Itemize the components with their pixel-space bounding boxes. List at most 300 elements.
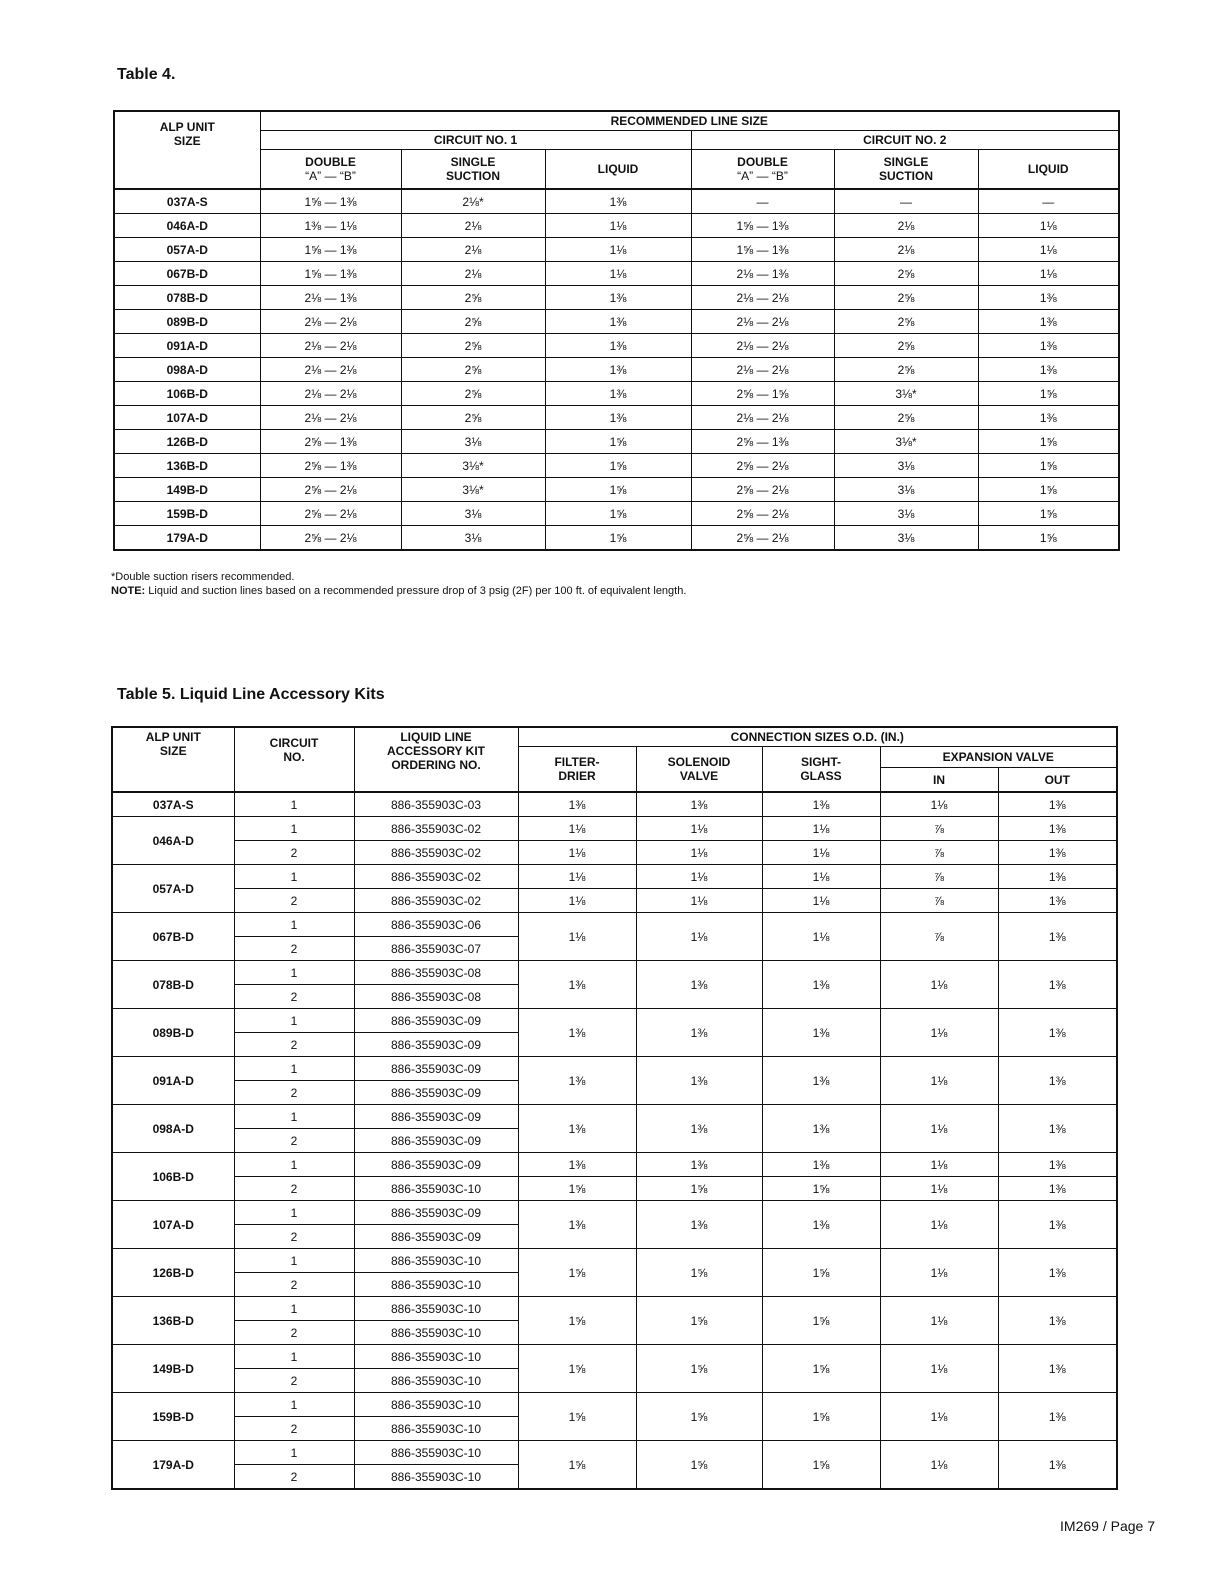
c1-liquid-cell: 1⅛	[545, 238, 691, 262]
filter-drier-header	[518, 747, 636, 793]
table-row	[112, 1393, 1117, 1417]
sight-glass-text: SIGHT- GLASS	[800, 755, 842, 783]
c1-liquid-cell: 1⅛	[545, 214, 691, 238]
exp-out-cell: 1⅜	[998, 913, 1117, 961]
exp-in-cell: 1⅛	[880, 1153, 998, 1177]
circuit-cell: 2	[234, 1177, 354, 1201]
unit-size-cell: 057A-D	[114, 238, 260, 262]
c1-single-suction-cell: 2⅝	[401, 310, 545, 334]
table-row	[112, 889, 1117, 913]
filter-drier-cell: 1⅜	[518, 1009, 636, 1057]
c2-single-suction-cell: —	[834, 189, 978, 214]
exp-out-cell: 1⅜	[998, 1393, 1117, 1441]
exp-in-cell: 1⅛	[880, 1393, 998, 1441]
c2-double-cell: 2⅝ — 1⅝	[691, 382, 834, 406]
c1-single-suction-cell: 2⅝	[401, 358, 545, 382]
c1-double-cell: 2⅛ — 2⅛	[260, 334, 401, 358]
circuit-cell: 2	[234, 1129, 354, 1153]
c1-double-cell: 2⅛ — 1⅜	[260, 286, 401, 310]
c2-liquid-cell: 1⅝	[978, 502, 1119, 526]
unit-size-cell: 149B-D	[112, 1345, 234, 1393]
table-row	[112, 1441, 1117, 1465]
c2-liquid-cell: 1⅜	[978, 334, 1119, 358]
kit-number-cell: 886-355903C-09	[354, 1057, 518, 1081]
solenoid-valve-cell: 1⅜	[636, 1201, 762, 1249]
unit-size-cell: 091A-D	[112, 1057, 234, 1105]
filter-drier-cell: 1⅛	[518, 865, 636, 889]
table-row	[112, 1177, 1117, 1201]
c1-double-cell: 2⅝ — 2⅛	[260, 526, 401, 551]
table-row	[114, 310, 1119, 334]
solenoid-valve-cell: 1⅝	[636, 1249, 762, 1297]
exp-out-cell: 1⅜	[998, 889, 1117, 913]
exp-out-cell: 1⅜	[998, 961, 1117, 1009]
unit-size-cell: 136B-D	[112, 1297, 234, 1345]
table-row	[112, 841, 1117, 865]
table-row	[112, 817, 1117, 841]
c1-liquid-cell: 1⅛	[545, 262, 691, 286]
c1-liquid-cell: 1⅜	[545, 286, 691, 310]
solenoid-valve-header	[636, 747, 762, 793]
c1-liquid-cell: 1⅝	[545, 478, 691, 502]
circuit-cell: 2	[234, 889, 354, 913]
c1-single-suction-cell: 3⅛*	[401, 454, 545, 478]
exp-in-cell: 1⅛	[880, 1057, 998, 1105]
c2-double-cell: 2⅛ — 2⅛	[691, 286, 834, 310]
kit-number-cell: 886-355903C-09	[354, 1153, 518, 1177]
exp-out-cell: 1⅜	[998, 841, 1117, 865]
footnote-double-suction: *Double suction risers recommended.	[111, 571, 295, 583]
c1-double-cell: 2⅝ — 1⅜	[260, 430, 401, 454]
circuit-cell: 1	[234, 1249, 354, 1273]
circuit-cell: 1	[234, 1153, 354, 1177]
sight-glass-cell: 1⅛	[762, 865, 880, 889]
c2-single-suction-cell: 3⅛	[834, 526, 978, 551]
c1-double-cell: 2⅝ — 2⅛	[260, 502, 401, 526]
kit-number-cell: 886-355903C-10	[354, 1249, 518, 1273]
table-row	[114, 358, 1119, 382]
solenoid-valve-cell: 1⅝	[636, 1441, 762, 1490]
c2-double-cell: 1⅝ — 1⅜	[691, 214, 834, 238]
kit-number-cell: 886-355903C-09	[354, 1201, 518, 1225]
c2-single-suction-cell: 3⅛*	[834, 430, 978, 454]
filter-drier-cell: 1⅜	[518, 1057, 636, 1105]
sight-glass-cell: 1⅜	[762, 1153, 880, 1177]
exp-in-cell: 1⅛	[880, 1201, 998, 1249]
kit-number-cell: 886-355903C-10	[354, 1441, 518, 1465]
c2-liquid-cell: 1⅜	[978, 406, 1119, 430]
c1-liquid-cell: 1⅜	[545, 382, 691, 406]
table-row	[114, 238, 1119, 262]
c2-single-suction-cell: 2⅝	[834, 310, 978, 334]
table-row	[112, 1345, 1117, 1369]
sight-glass-cell: 1⅜	[762, 1057, 880, 1105]
exp-in-cell: 1⅛	[880, 1009, 998, 1057]
c2-liquid-cell: —	[978, 189, 1119, 214]
unit-size-cell: 037A-S	[112, 792, 234, 817]
solenoid-valve-cell: 1⅛	[636, 889, 762, 913]
circuit-no-text: CIRCUIT NO.	[269, 736, 319, 764]
circuit1-header: CIRCUIT NO. 1	[260, 131, 691, 150]
suction-label: SUCTION	[879, 169, 933, 183]
sight-glass-cell: 1⅝	[762, 1441, 880, 1490]
circuit-cell: 2	[234, 937, 354, 961]
c2-single-suction-cell: 2⅝	[834, 262, 978, 286]
solenoid-valve-cell: 1⅝	[636, 1297, 762, 1345]
sight-glass-cell: 1⅜	[762, 961, 880, 1009]
exp-out-cell: 1⅜	[998, 1297, 1117, 1345]
kit-number-cell: 886-355903C-08	[354, 985, 518, 1009]
table-row	[114, 189, 1119, 214]
c2-double-header	[691, 150, 834, 190]
c2-liquid-cell: 1⅛	[978, 238, 1119, 262]
filter-drier-cell: 1⅝	[518, 1297, 636, 1345]
circuit-cell: 1	[234, 1345, 354, 1369]
c1-single-suction-cell: 2⅝	[401, 406, 545, 430]
c1-liquid-cell: 1⅜	[545, 189, 691, 214]
table4-notes	[111, 570, 686, 598]
kit-number-cell: 886-355903C-09	[354, 1081, 518, 1105]
c1-single-suction-cell: 2⅛*	[401, 189, 545, 214]
table-row	[112, 1009, 1117, 1033]
ab-label: “A” — “B”	[737, 169, 788, 183]
c2-liquid-cell: 1⅜	[978, 358, 1119, 382]
exp-in-cell: ⅞	[880, 889, 998, 913]
sight-glass-cell: 1⅝	[762, 1249, 880, 1297]
circuit-cell: 2	[234, 1417, 354, 1441]
sight-glass-cell: 1⅛	[762, 889, 880, 913]
table-row	[114, 334, 1119, 358]
page-footer: IM269 / Page 7	[1060, 1518, 1155, 1534]
connection-sizes-header: CONNECTION SIZES O.D. (IN.)	[518, 727, 1117, 747]
solenoid-valve-cell: 1⅝	[636, 1393, 762, 1441]
sight-glass-cell: 1⅜	[762, 1105, 880, 1153]
filter-drier-cell: 1⅛	[518, 817, 636, 841]
kit-number-cell: 886-355903C-09	[354, 1033, 518, 1057]
t5-unit-size-text: ALP UNIT SIZE	[145, 730, 201, 758]
solenoid-valve-cell: 1⅝	[636, 1345, 762, 1393]
exp-in-cell: 1⅛	[880, 1177, 998, 1201]
c2-liquid-cell: 1⅜	[978, 286, 1119, 310]
sight-glass-cell: 1⅛	[762, 913, 880, 961]
solenoid-valve-cell: 1⅝	[636, 1177, 762, 1201]
circuit-cell: 1	[234, 1105, 354, 1129]
c2-single-suction-cell: 2⅛	[834, 214, 978, 238]
c1-single-suction-cell: 2⅝	[401, 334, 545, 358]
filter-drier-cell: 1⅜	[518, 961, 636, 1009]
exp-in-cell: 1⅛	[880, 1105, 998, 1153]
circuit2-header: CIRCUIT NO. 2	[691, 131, 1119, 150]
c2-liquid-cell: 1⅝	[978, 526, 1119, 551]
circuit-cell: 1	[234, 961, 354, 985]
c1-liquid-cell: 1⅜	[545, 310, 691, 334]
exp-out-header: OUT	[998, 768, 1117, 793]
exp-out-cell: 1⅜	[998, 1201, 1117, 1249]
unit-size-cell: 126B-D	[114, 430, 260, 454]
c1-double-cell: 1⅝ — 1⅜	[260, 262, 401, 286]
unit-size-cell: 149B-D	[114, 478, 260, 502]
unit-size-cell: 078B-D	[112, 961, 234, 1009]
circuit-cell: 2	[234, 1225, 354, 1249]
c1-double-cell: 2⅝ — 2⅛	[260, 478, 401, 502]
suction-label: SUCTION	[446, 169, 500, 183]
circuit-cell: 2	[234, 1273, 354, 1297]
c1-liquid-cell: 1⅜	[545, 406, 691, 430]
c2-liquid-cell: 1⅜	[978, 310, 1119, 334]
c1-double-header	[260, 150, 401, 190]
c2-double-cell: 2⅛ — 2⅛	[691, 358, 834, 382]
sight-glass-cell: 1⅝	[762, 1177, 880, 1201]
exp-in-cell: 1⅛	[880, 1249, 998, 1297]
table-row	[112, 1297, 1117, 1321]
kit-number-cell: 886-355903C-09	[354, 1009, 518, 1033]
circuit-cell: 1	[234, 817, 354, 841]
c1-liquid-cell: 1⅝	[545, 454, 691, 478]
note-line	[111, 584, 686, 598]
exp-in-cell: 1⅛	[880, 1297, 998, 1345]
filter-drier-cell: 1⅛	[518, 913, 636, 961]
c2-single-header	[834, 150, 978, 190]
table-row	[112, 1153, 1117, 1177]
c1-double-cell: 2⅛ — 2⅛	[260, 358, 401, 382]
solenoid-valve-cell: 1⅜	[636, 1009, 762, 1057]
c2-single-suction-cell: 3⅛	[834, 502, 978, 526]
table-row	[114, 406, 1119, 430]
circuit-cell: 2	[234, 1081, 354, 1105]
unit-size-cell: 098A-D	[114, 358, 260, 382]
expansion-valve-header: EXPANSION VALVE	[880, 747, 1117, 768]
circuit-cell: 2	[234, 1465, 354, 1490]
table-row	[114, 286, 1119, 310]
unit-size-header	[114, 111, 260, 189]
exp-in-cell: ⅞	[880, 865, 998, 889]
sight-glass-cell: 1⅜	[762, 792, 880, 817]
c2-single-suction-cell: 2⅝	[834, 358, 978, 382]
c2-double-cell: 2⅛ — 1⅜	[691, 262, 834, 286]
c1-double-cell: 1⅝ — 1⅜	[260, 189, 401, 214]
kit-number-cell: 886-355903C-10	[354, 1465, 518, 1490]
table-row	[112, 865, 1117, 889]
kit-number-cell: 886-355903C-10	[354, 1177, 518, 1201]
c1-single-header	[401, 150, 545, 190]
c1-single-suction-cell: 2⅛	[401, 262, 545, 286]
solenoid-valve-cell: 1⅛	[636, 817, 762, 841]
exp-in-header: IN	[880, 768, 998, 793]
unit-size-cell: 078B-D	[114, 286, 260, 310]
single-label: SINGLE	[883, 155, 929, 169]
kit-number-cell: 886-355903C-02	[354, 889, 518, 913]
c2-single-suction-cell: 3⅛	[834, 478, 978, 502]
c1-single-suction-cell: 2⅛	[401, 238, 545, 262]
kit-number-cell: 886-355903C-03	[354, 792, 518, 817]
c2-double-cell: 2⅝ — 2⅛	[691, 526, 834, 551]
exp-out-cell: 1⅜	[998, 1153, 1117, 1177]
single-label: SINGLE	[450, 155, 496, 169]
circuit-no-header	[234, 727, 354, 792]
kit-number-cell: 886-355903C-10	[354, 1273, 518, 1297]
kit-number-cell: 886-355903C-02	[354, 841, 518, 865]
c1-single-suction-cell: 3⅛	[401, 502, 545, 526]
solenoid-valve-cell: 1⅛	[636, 841, 762, 865]
circuit-cell: 1	[234, 1201, 354, 1225]
filter-drier-cell: 1⅝	[518, 1393, 636, 1441]
kit-number-cell: 886-355903C-09	[354, 1225, 518, 1249]
c1-liquid-cell: 1⅝	[545, 526, 691, 551]
circuit-cell: 2	[234, 1369, 354, 1393]
table-row	[114, 526, 1119, 551]
c1-liquid-cell: 1⅜	[545, 358, 691, 382]
exp-out-cell: 1⅜	[998, 1057, 1117, 1105]
kit-number-cell: 886-355903C-10	[354, 1297, 518, 1321]
unit-size-cell: 159B-D	[112, 1393, 234, 1441]
c1-single-suction-cell: 3⅛	[401, 526, 545, 551]
unit-size-cell: 106B-D	[112, 1153, 234, 1201]
solenoid-valve-cell: 1⅜	[636, 1057, 762, 1105]
unit-size-cell: 136B-D	[114, 454, 260, 478]
table5-title: Table 5. Liquid Line Accessory Kits	[117, 686, 385, 703]
c1-liquid-cell: 1⅝	[545, 502, 691, 526]
c1-liquid-cell: 1⅝	[545, 430, 691, 454]
c2-double-cell: 2⅝ — 2⅛	[691, 502, 834, 526]
kit-ordering-text: LIQUID LINE ACCESSORY KIT ORDERING NO.	[386, 730, 485, 772]
c2-single-suction-cell: 2⅝	[834, 286, 978, 310]
c1-double-cell: 2⅛ — 2⅛	[260, 406, 401, 430]
solenoid-valve-text: SOLENOID VALVE	[667, 755, 731, 783]
circuit-cell: 1	[234, 1009, 354, 1033]
kit-number-cell: 886-355903C-10	[354, 1369, 518, 1393]
double-label: DOUBLE	[737, 155, 788, 169]
note-label: NOTE:	[111, 585, 146, 597]
table-row	[114, 382, 1119, 406]
exp-in-cell: ⅞	[880, 817, 998, 841]
unit-size-cell: 107A-D	[112, 1201, 234, 1249]
sight-glass-cell: 1⅝	[762, 1297, 880, 1345]
c1-double-cell: 2⅛ — 2⅛	[260, 382, 401, 406]
kit-number-cell: 886-355903C-02	[354, 865, 518, 889]
circuit-cell: 1	[234, 913, 354, 937]
c2-liquid-cell: 1⅛	[978, 262, 1119, 286]
sight-glass-cell: 1⅛	[762, 817, 880, 841]
unit-size-header-text: ALP UNIT SIZE	[159, 120, 215, 148]
c2-liquid-cell: 1⅝	[978, 454, 1119, 478]
sight-glass-cell: 1⅜	[762, 1201, 880, 1249]
solenoid-valve-cell: 1⅛	[636, 865, 762, 889]
sight-glass-header	[762, 747, 880, 793]
unit-size-cell: 159B-D	[114, 502, 260, 526]
kit-number-cell: 886-355903C-08	[354, 961, 518, 985]
unit-size-cell: 179A-D	[112, 1441, 234, 1490]
exp-in-cell: 1⅛	[880, 1345, 998, 1393]
unit-size-cell: 067B-D	[112, 913, 234, 961]
solenoid-valve-cell: 1⅜	[636, 961, 762, 1009]
filter-drier-cell: 1⅝	[518, 1441, 636, 1490]
c2-single-suction-cell: 3⅛*	[834, 382, 978, 406]
circuit-cell: 2	[234, 1033, 354, 1057]
c1-single-suction-cell: 3⅛*	[401, 478, 545, 502]
unit-size-cell: 126B-D	[112, 1249, 234, 1297]
table-row	[114, 430, 1119, 454]
table-row	[112, 792, 1117, 817]
exp-in-cell: ⅞	[880, 841, 998, 865]
circuit-cell: 1	[234, 792, 354, 817]
exp-out-cell: 1⅜	[998, 1009, 1117, 1057]
circuit-cell: 1	[234, 865, 354, 889]
exp-in-cell: 1⅛	[880, 792, 998, 817]
table-row	[114, 262, 1119, 286]
liquid-line-accessory-kits-table	[111, 726, 1118, 1490]
c2-double-cell: —	[691, 189, 834, 214]
circuit-cell: 1	[234, 1297, 354, 1321]
table-row	[112, 1105, 1117, 1129]
c2-single-suction-cell: 2⅝	[834, 334, 978, 358]
c2-double-cell: 2⅝ — 1⅜	[691, 430, 834, 454]
kit-ordering-header	[354, 727, 518, 792]
filter-drier-cell: 1⅜	[518, 1153, 636, 1177]
kit-number-cell: 886-355903C-06	[354, 913, 518, 937]
c2-double-cell: 2⅝ — 2⅛	[691, 454, 834, 478]
filter-drier-cell: 1⅛	[518, 841, 636, 865]
kit-number-cell: 886-355903C-02	[354, 817, 518, 841]
c2-double-cell: 2⅛ — 2⅛	[691, 310, 834, 334]
table-row	[114, 478, 1119, 502]
exp-in-cell: ⅞	[880, 913, 998, 961]
c2-liquid-cell: 1⅝	[978, 382, 1119, 406]
sight-glass-cell: 1⅝	[762, 1393, 880, 1441]
c2-single-suction-cell: 2⅝	[834, 406, 978, 430]
filter-drier-cell: 1⅝	[518, 1177, 636, 1201]
exp-out-cell: 1⅜	[998, 1441, 1117, 1490]
circuit-cell: 1	[234, 1057, 354, 1081]
unit-size-cell: 089B-D	[112, 1009, 234, 1057]
c2-liquid-cell: 1⅛	[978, 214, 1119, 238]
sight-glass-cell: 1⅛	[762, 841, 880, 865]
filter-drier-cell: 1⅜	[518, 1201, 636, 1249]
circuit-cell: 2	[234, 985, 354, 1009]
c1-liquid-cell: 1⅜	[545, 334, 691, 358]
table-row	[114, 454, 1119, 478]
exp-in-cell: 1⅛	[880, 1441, 998, 1490]
c1-double-cell: 1⅝ — 1⅜	[260, 238, 401, 262]
unit-size-cell: 057A-D	[112, 865, 234, 913]
exp-out-cell: 1⅜	[998, 792, 1117, 817]
kit-number-cell: 886-355903C-10	[354, 1345, 518, 1369]
t5-unit-size-header	[112, 727, 234, 792]
c1-double-cell: 2⅛ — 2⅛	[260, 310, 401, 334]
table-row	[112, 961, 1117, 985]
unit-size-cell: 046A-D	[114, 214, 260, 238]
c2-double-cell: 2⅛ — 2⅛	[691, 406, 834, 430]
unit-size-cell: 089B-D	[114, 310, 260, 334]
unit-size-cell: 179A-D	[114, 526, 260, 551]
kit-number-cell: 886-355903C-10	[354, 1417, 518, 1441]
exp-out-cell: 1⅜	[998, 1177, 1117, 1201]
recommended-line-size-header: RECOMMENDED LINE SIZE	[260, 111, 1119, 131]
kit-number-cell: 886-355903C-07	[354, 937, 518, 961]
double-label: DOUBLE	[305, 155, 356, 169]
c2-liquid-header: LIQUID	[978, 150, 1119, 190]
c2-liquid-cell: 1⅝	[978, 478, 1119, 502]
recommended-line-size-table	[113, 110, 1120, 551]
table-row	[112, 1057, 1117, 1081]
kit-number-cell: 886-355903C-09	[354, 1129, 518, 1153]
table-row	[112, 1249, 1117, 1273]
c2-liquid-cell: 1⅝	[978, 430, 1119, 454]
sight-glass-cell: 1⅜	[762, 1009, 880, 1057]
kit-number-cell: 886-355903C-10	[354, 1321, 518, 1345]
exp-out-cell: 1⅜	[998, 1345, 1117, 1393]
unit-size-cell: 067B-D	[114, 262, 260, 286]
kit-number-cell: 886-355903C-09	[354, 1105, 518, 1129]
